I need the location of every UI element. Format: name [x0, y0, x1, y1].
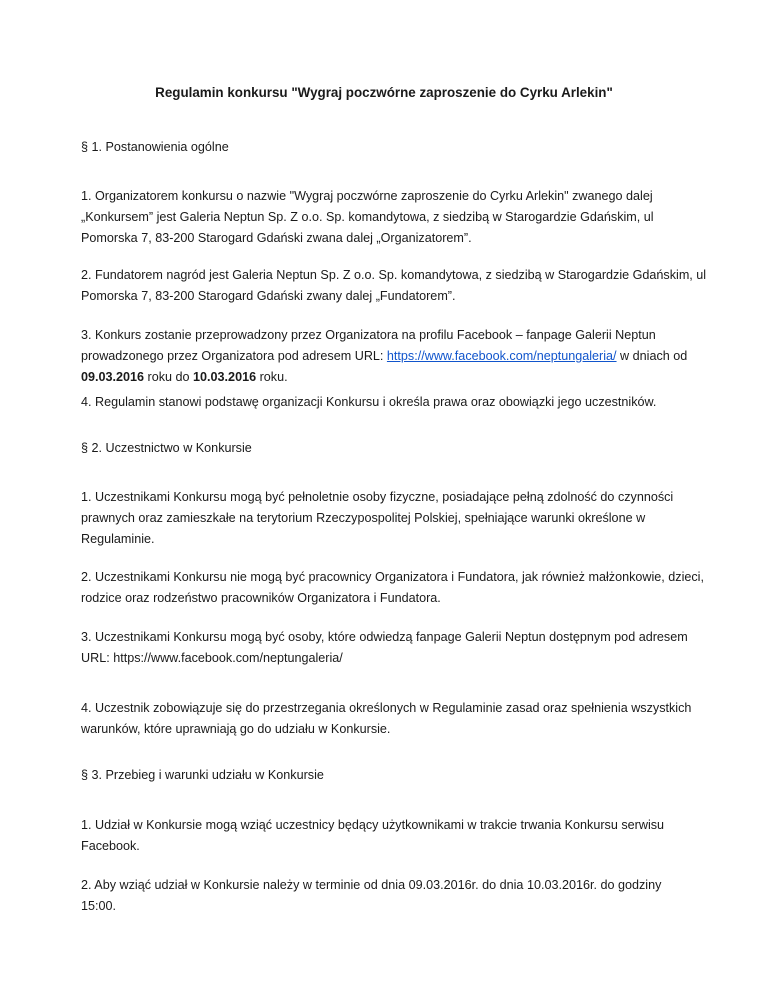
- text-line: 3. Konkurs zostanie przeprowadzony przez Organizatora na profilu Facebook – fanpage Galerii Neptun: [81, 328, 656, 342]
- text-line: 1. Uczestnikami Konkursu mogą być pełnoletnie osoby fizyczne, posiadające pełną zdolność do czynności: [81, 490, 674, 504]
- text-line: [81, 346, 691, 367]
- text-line: 1. Udział w Konkursie mogą wziąć uczestnicy będący użytkownikami w trakcie trwania Konkursu serwisu: [81, 818, 665, 832]
- text-line: rodzice oraz rodzeństwo pracowników Organizatora i Fundatora.: [81, 591, 441, 605]
- section-1-paragraph-2: [81, 265, 707, 307]
- text-line: 3. Uczestnikami Konkursu mogą być osoby, które odwiedzą fanpage Galerii Neptun dostępnym pod adresem: [81, 630, 688, 644]
- text-line: „Konkursem” jest Galeria Neptun Sp. Z o.o. Sp. komandytowa, z siedzibą w Starogardzie Gdańskim, ul: [81, 210, 654, 224]
- text-line: Facebook.: [81, 839, 140, 853]
- section-3-heading: § 3. Przebieg i warunki udziału w Konkursie: [81, 768, 324, 782]
- text-line: URL: https://www.facebook.com/neptungaleria/: [81, 651, 343, 665]
- document-title: Regulamin konkursu "Wygraj poczwórne zaproszenie do Cyrku Arlekin": [155, 85, 613, 100]
- text-fragment: roku do: [144, 370, 194, 384]
- section-3-paragraph-1: [81, 815, 691, 857]
- text-fragment: w dniach od: [616, 349, 688, 363]
- section-1-paragraph-3: [81, 325, 691, 388]
- text-line: warunków, które uprawniają go do udziału w Konkursie.: [81, 722, 391, 736]
- section-2-paragraph-2: [81, 567, 704, 609]
- text-line: 4. Uczestnik zobowiązuje się do przestrzegania określonych w Regulaminie zasad oraz spełnienia wszystkich: [81, 701, 692, 715]
- text-line: Regulaminie.: [81, 532, 155, 546]
- text-line: 2. Fundatorem nagród jest Galeria Neptun Sp. Z o.o. Sp. komandytowa, z siedzibą w Starogardzie Gdańskim, ul: [81, 268, 707, 282]
- section-1-heading: § 1. Postanowienia ogólne: [81, 140, 229, 154]
- text-line: 2. Uczestnikami Konkursu nie mogą być pracownicy Organizatora i Fundatora, jak również małżonkowie, dzieci,: [81, 570, 704, 584]
- text-line: Pomorska 7, 83-200 Starogard Gdański zwany dalej „Fundatorem”.: [81, 289, 456, 303]
- section-2-paragraph-1: [81, 487, 691, 550]
- section-2-paragraph-3: [81, 627, 691, 669]
- date-to: 10.03.2016: [193, 370, 257, 384]
- text-line: prawnych oraz zamieszkałe na terytorium Rzeczypospolitej Polskiej, spełniające warunki określone w: [81, 511, 646, 525]
- section-2-paragraph-4: [81, 698, 691, 740]
- text-line: [81, 367, 691, 388]
- text-line: Pomorska 7, 83-200 Starogard Gdański zwana dalej „Organizatorem”.: [81, 231, 472, 245]
- section-3-paragraph-2: 2. Aby wziąć udział w Konkursie należy w terminie od dnia 09.03.2016r. do dnia 10.03.2016r. do godziny 15:00.: [81, 878, 662, 913]
- section-1-paragraph-4: 4. Regulamin stanowi podstawę organizacji Konkursu i określa prawa oraz obowiązki jego uczestników.: [81, 395, 657, 409]
- section-1-paragraph-1: [81, 186, 691, 249]
- text-fragment: prowadzonego przez Organizatora pod adresem URL:: [81, 349, 387, 363]
- facebook-link[interactable]: https://www.facebook.com/neptungaleria/: [386, 349, 617, 363]
- text-line: 1. Organizatorem konkursu o nazwie "Wygraj poczwórne zaproszenie do Cyrku Arlekin" zwanego dalej: [81, 189, 653, 203]
- text-fragment: roku.: [256, 370, 288, 384]
- section-2-heading: § 2. Uczestnictwo w Konkursie: [81, 441, 252, 455]
- date-from: 09.03.2016: [81, 370, 145, 384]
